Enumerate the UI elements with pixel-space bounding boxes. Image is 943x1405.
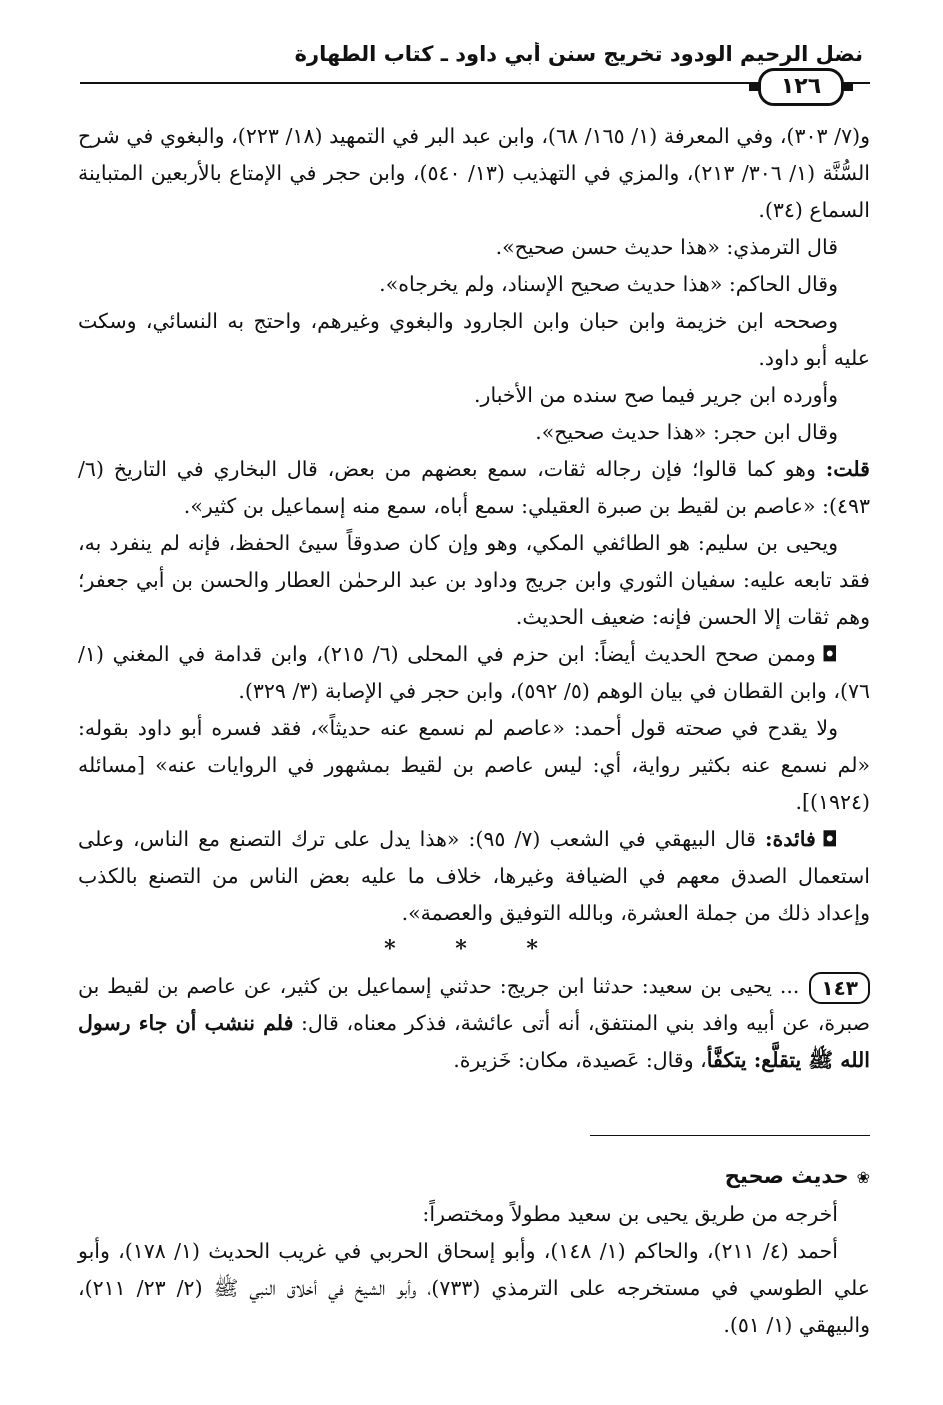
paragraph-tirmidhi: قال الترمذي: «هذا حديث حسن صحيح». bbox=[495, 235, 838, 259]
hadith-number-badge: ١٤٣ bbox=[809, 972, 870, 1004]
paragraph-authenticators: وصححه ابن خزيمة وابن حبان وابن الجارود والبغوي وغيرهم، واحتج به النسائي، وسكت عليه أبو داود. bbox=[78, 309, 870, 370]
hadith-paragraph bbox=[78, 968, 870, 1079]
book-icon: ❀ bbox=[856, 1168, 870, 1187]
grade-heading: حديث صحيح bbox=[724, 1164, 849, 1188]
qultu-label: قلت: bbox=[825, 457, 870, 481]
section-rule bbox=[590, 1135, 870, 1136]
qultu-text: وهو كما قالوا؛ فإن رجاله ثقات، سمع بعضهم من بعض، قال البخاري في التاريخ (٦/ ٤٩٣): «عاصم بن لقيط بن صبرة العقيلي: سمع أباه، سمع منه إسماعيل بن كثير». bbox=[78, 457, 870, 518]
paragraph-hakim: وقال الحاكم: «هذا حديث صحيح الإسناد، ولم يخرجاه». bbox=[379, 272, 838, 296]
paragraph-yahya: ويحيى بن سليم: هو الطائفي المكي، وهو وإن كان صدوقاً سيئ الحفظ، فإنه لم ينفرد به، فقد تابعه عليه: سفيان الثوري وابن جريج وداود بن عبد الرحمٰن العطار والحسن بن أبي جعفر؛ وهم ثقات إلا الحسن فإنه: ضعيف الحديث. bbox=[78, 531, 870, 629]
paragraph-qultu bbox=[78, 451, 870, 525]
faida-text: قال البيهقي في الشعب (٧/ ٩٥): «هذا يدل على ترك التصنع مع الناس، وعلى استعمال الصدق معهم في الضيافة وغيرها، خلاف ما عليه بعض الناس من التصنع بالكذب وإعداد ذلك من جملة العشرة، وبالله التوفيق والعصمة». bbox=[78, 827, 870, 925]
also-authenticated-text: وممن صحح الحديث أيضاً: ابن حزم في المحلى (٦/ ٢١٥)، وابن قدامة في المغني (١/ ٧٦)، وابن القطان في بيان الوهم (٥/ ٥٩٢)، وابن حجر في الإصابة (٣/ ٣٢٩). bbox=[78, 642, 870, 703]
faida-label: فائدة: bbox=[764, 827, 816, 851]
paragraph-ahmad: ولا يقدح في صحته قول أحمد: «عاصم لم نسمع عنه حديثاً»، فقد فسره أبو داود بقوله: «لم نسمع عنه بكثير رواية، أي: ليس عاصم بن لقيط بمشهور في الروايات عنه» [مسائله (١٩٢٤)]. bbox=[78, 716, 870, 814]
bullet-marker-icon: ◘ bbox=[821, 827, 839, 851]
section-separator: * * * bbox=[384, 936, 564, 962]
grade-heading-line bbox=[78, 1158, 870, 1196]
paragraph-ibn-jarir: وأورده ابن جرير فيما صح سنده من الأخبار. bbox=[474, 383, 838, 407]
hadith-bold-text: فلم ننشب أن جاء رسول الله ﷺ يتقلَّع: يتكفَّأ bbox=[78, 1011, 870, 1072]
paragraph-also-authenticated bbox=[78, 636, 870, 710]
paragraph-faida bbox=[78, 821, 870, 932]
bullet-marker-icon: ◘ bbox=[821, 642, 838, 666]
grade-intro: أخرجه من طريق يحيى بن سعيد مطولاً ومختصراً: bbox=[422, 1202, 838, 1226]
hadith-tail-text: ، وقال: عَصيدة، مكان: خَزيرة. bbox=[453, 1048, 707, 1072]
main-text bbox=[78, 118, 870, 1079]
grade-section bbox=[78, 1158, 870, 1344]
paragraph-sources: و(٧/ ٣٠٣)، وفي المعرفة (١/ ١٦٥/ ٦٨)، وابن عبد البر في التمهيد (١٨/ ٢٢٣)، والبغوي في شرح السُّنَّة (١/ ٣٠٦/ ٢١٣)، والمزي في التهذيب (١٣/ ٥٤٠)، وابن حجر في الإمتاع بالأربعين المتباينة السماع (٣٤). bbox=[78, 124, 870, 222]
hadith-text: ... يحيى بن سعيد: حدثنا ابن جريج: حدثني إسماعيل بن كثير، عن عاصم بن لقيط بن صبرة، عن أبيه وافد بني المنتفق، أنه أتى عائشة، فذكر معناه، قال: bbox=[78, 974, 870, 1035]
grade-references: أحمد (٤/ ٢١١)، والحاكم (١/ ١٤٨)، وأبو إسحاق الحربي في غريب الحديث (١/ ١٧٨)، وأبو علي الطوسي في مستخرجه على الترمذي (٧٣٣)، وأبو الشيخ في أخلاق النبي ﷺ (٢/ ٢٣/ ٢١١)، والبيهقي (١/ ٥١). bbox=[78, 1239, 870, 1337]
paragraph-ibn-hajar: وقال ابن حجر: «هذا حديث صحيح». bbox=[535, 420, 838, 444]
running-header-title: نضل الرحيم الودود تخريج سنن أبي داود ـ كتاب الطهارة bbox=[294, 42, 863, 66]
page-number-badge: ١٢٦ bbox=[758, 68, 844, 106]
